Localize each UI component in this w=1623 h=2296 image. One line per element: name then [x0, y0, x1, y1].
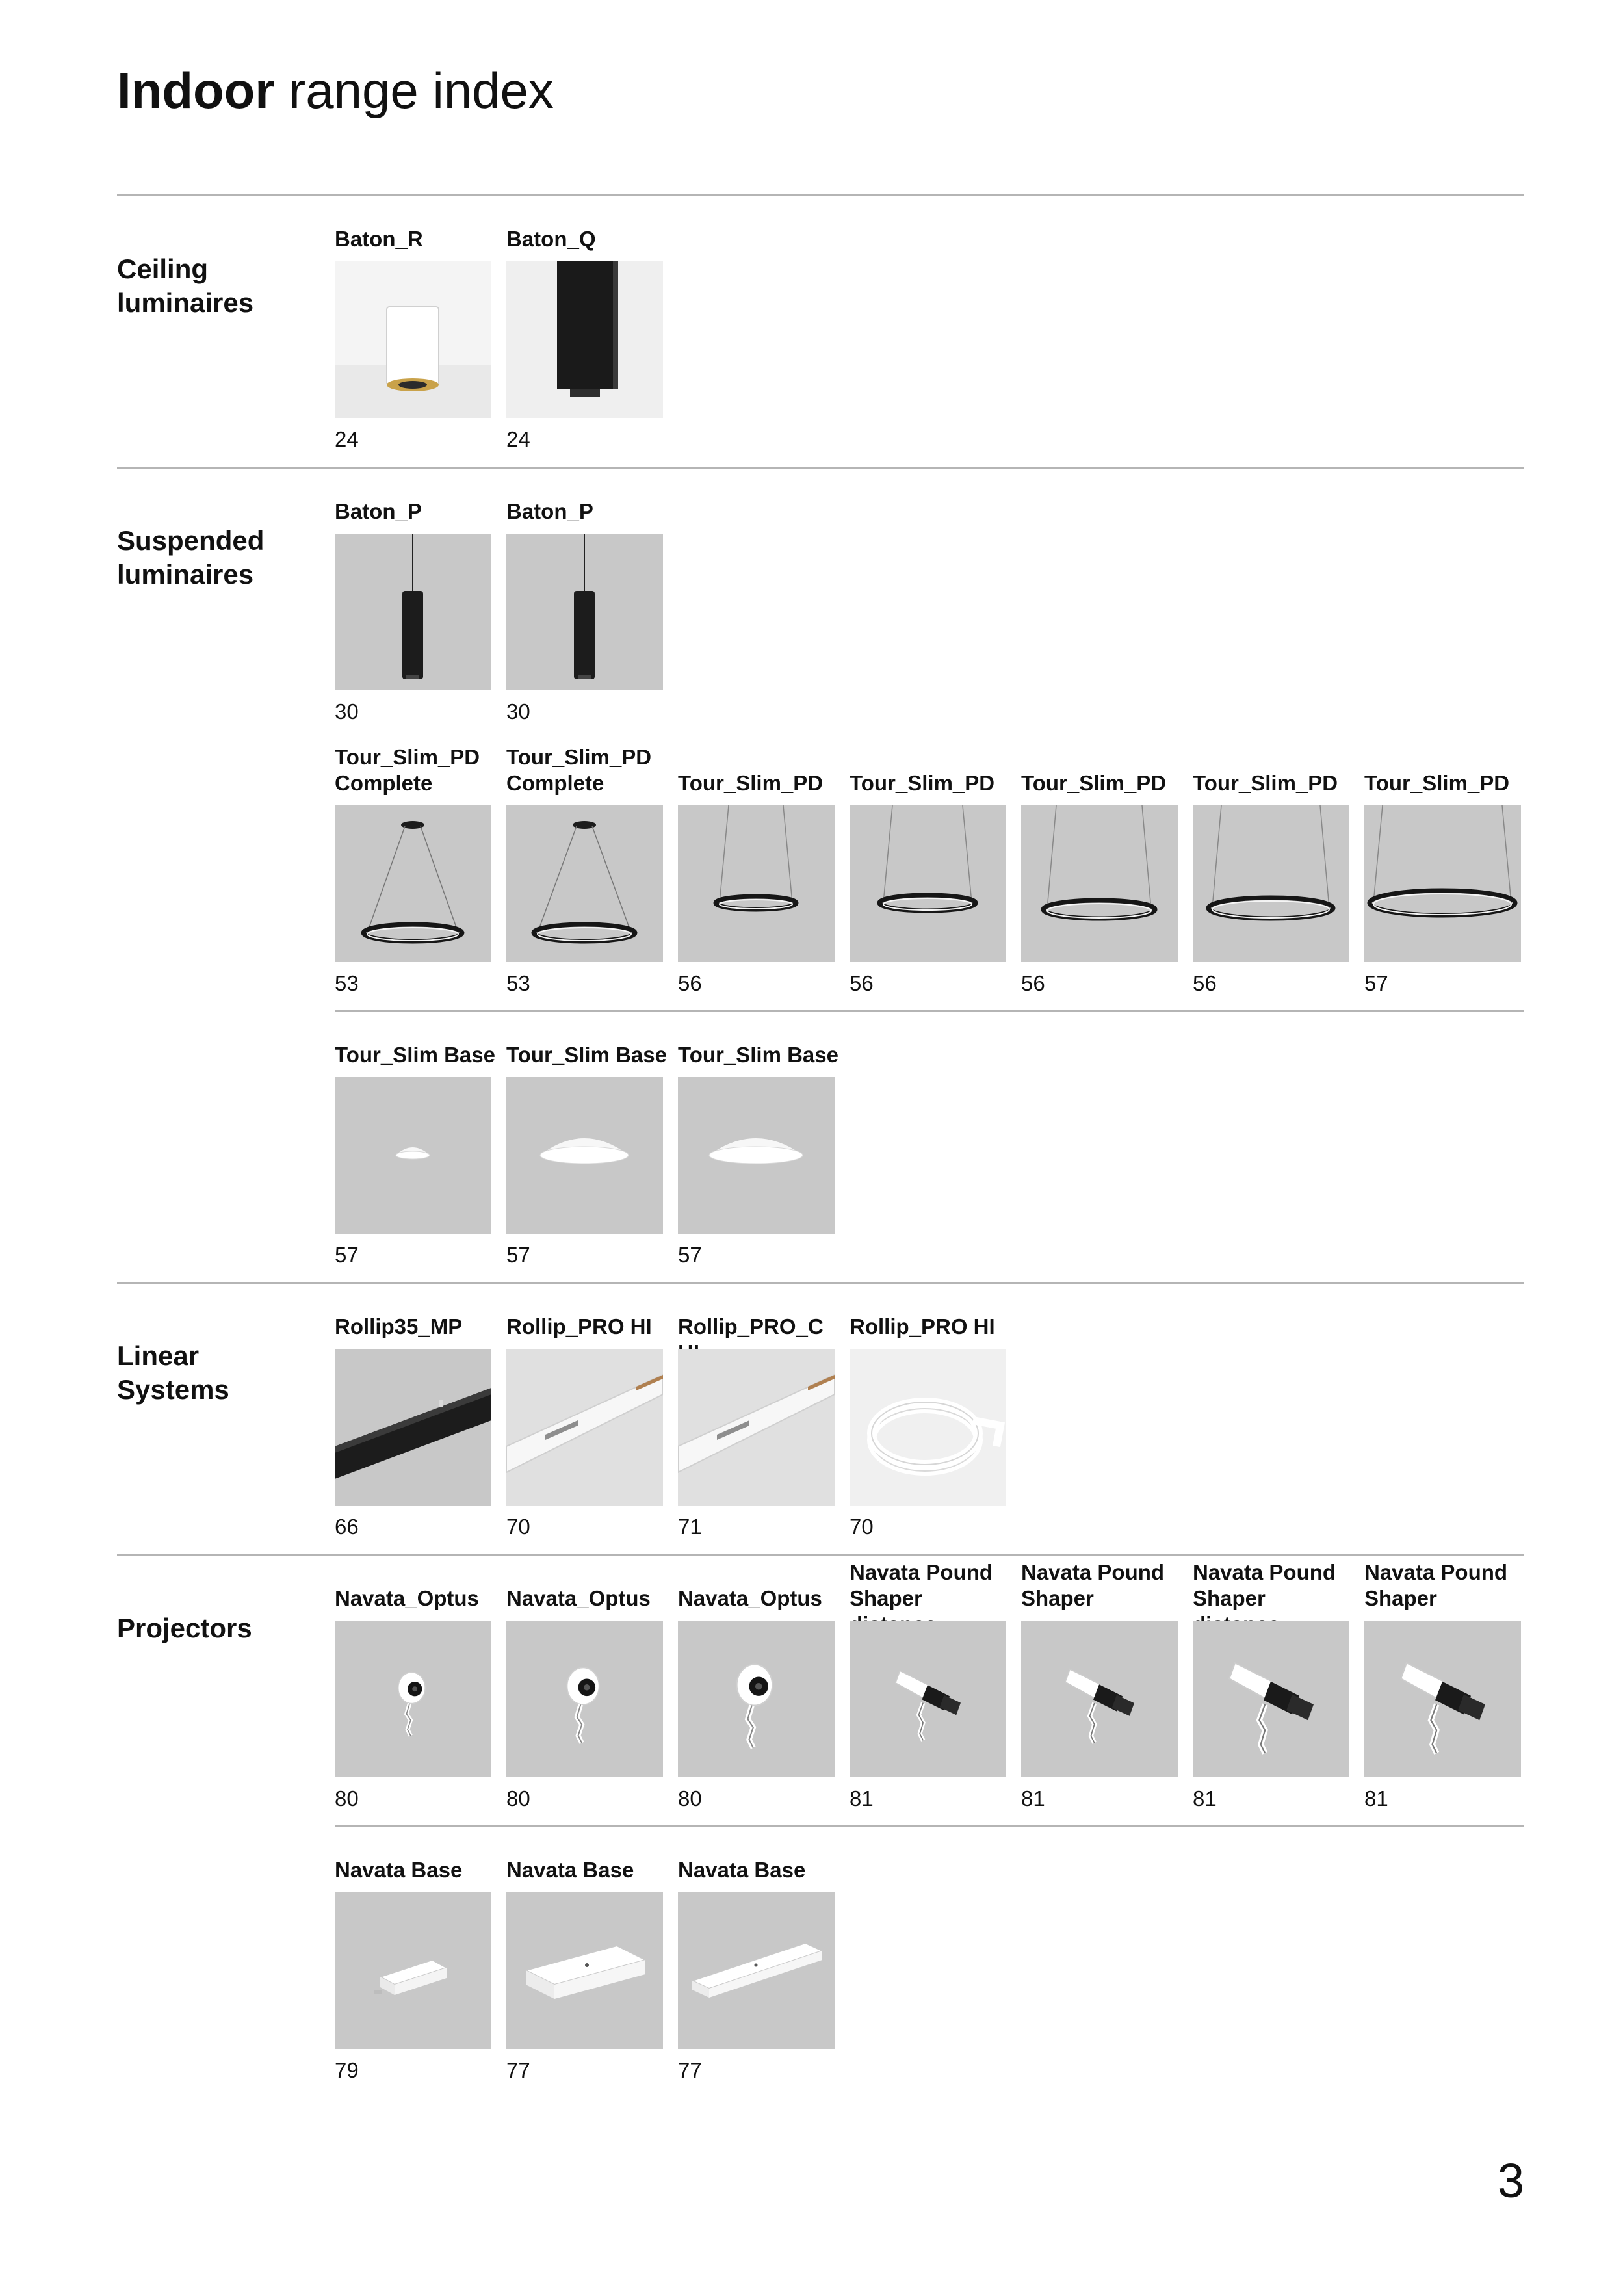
page-reference: 80: [506, 1786, 530, 1810]
ceiling-square-black-icon[interactable]: [506, 261, 663, 418]
product-name: Navata_Optus: [678, 1586, 822, 1610]
page-reference: 81: [1193, 1786, 1217, 1810]
page-reference: 77: [506, 2058, 530, 2082]
page-reference: 24: [506, 427, 530, 451]
recessed-profile-icon[interactable]: [506, 1349, 663, 1506]
ring-pendant-icon[interactable]: [506, 805, 663, 962]
page-reference: 77: [678, 2058, 702, 2082]
category-projectors: Projectors: [117, 1613, 252, 1643]
product-name: Rollip35_MP: [335, 1314, 463, 1338]
title-rest: range index: [274, 62, 554, 119]
product-name: Baton_P: [506, 499, 593, 523]
product-item[interactable]: [335, 1314, 492, 1561]
page-number: 3: [1497, 2154, 1524, 2208]
product-item[interactable]: [1021, 1560, 1178, 1833]
page-reference: 70: [506, 1515, 530, 1539]
shaper-projector-icon[interactable]: [1193, 1621, 1349, 1777]
product-name: Tour_Slim_PD: [1021, 771, 1167, 795]
product-name: Rollip_PRO_C: [678, 1314, 824, 1338]
product-item[interactable]: [1021, 770, 1178, 1017]
ring-pendant-icon[interactable]: [678, 805, 835, 962]
product-item[interactable]: [335, 1857, 492, 2104]
page-reference: 57: [1364, 971, 1388, 995]
product-name: Navata_Optus: [335, 1586, 479, 1610]
ring-pendant-icon[interactable]: [1364, 805, 1521, 962]
shaper-projector-icon[interactable]: [850, 1621, 1006, 1777]
product-item[interactable]: [1364, 1560, 1522, 1833]
product-name: Navata Pound Shaper: [1364, 1560, 1508, 1610]
product-name: Tour_Slim Base: [678, 1043, 838, 1067]
product-item[interactable]: [678, 1314, 835, 1561]
product-name: Navata Base: [506, 1858, 634, 1882]
divider: [117, 467, 1524, 469]
product-item[interactable]: [335, 499, 492, 746]
linear-profile-black-icon[interactable]: [335, 1349, 491, 1506]
product-item[interactable]: [1193, 770, 1350, 1017]
product-name: Navata Base: [335, 1858, 463, 1882]
driver-box-icon[interactable]: [678, 1892, 835, 2049]
product-name: Navata Base: [678, 1858, 806, 1882]
page-reference: 30: [506, 699, 530, 724]
page-reference: 81: [1021, 1786, 1045, 1810]
product-name: Tour_Slim_PD Complete: [335, 745, 480, 795]
product-item[interactable]: [506, 1042, 667, 1289]
ceiling-canopy-icon[interactable]: [335, 1077, 491, 1234]
page-reference: 79: [335, 2058, 359, 2082]
product-item[interactable]: [506, 226, 664, 473]
page-reference: 71: [678, 1515, 702, 1539]
product-name: Rollip_PRO HI: [850, 1314, 995, 1338]
page-reference: 81: [1364, 1786, 1388, 1810]
page-reference: 53: [506, 971, 530, 995]
divider: [117, 194, 1524, 196]
page-reference: 30: [335, 699, 359, 724]
page-reference: 56: [850, 971, 874, 995]
product-item[interactable]: [335, 1585, 492, 1833]
product-item[interactable]: [1193, 1560, 1350, 1833]
page-reference: 80: [335, 1786, 359, 1810]
product-item[interactable]: [506, 1314, 664, 1561]
product-name: Baton_P: [335, 499, 422, 523]
product-item[interactable]: [678, 770, 835, 1017]
ceiling-cylinder-white-icon[interactable]: [335, 261, 491, 418]
shaper-projector-icon[interactable]: [1021, 1621, 1178, 1777]
page-reference: 24: [335, 427, 359, 451]
product-name: Baton_Q: [506, 227, 596, 251]
product-item[interactable]: [850, 1314, 1007, 1561]
product-item[interactable]: [335, 226, 492, 473]
ring-pendant-icon[interactable]: [335, 805, 491, 962]
product-name: Tour_Slim_PD: [850, 771, 995, 795]
ring-pendant-icon[interactable]: [1021, 805, 1178, 962]
track-spotlight-icon[interactable]: [678, 1621, 835, 1777]
page-reference: 57: [678, 1243, 702, 1267]
product-item[interactable]: [506, 745, 664, 1017]
product-item[interactable]: [850, 770, 1007, 1017]
shaper-projector-icon[interactable]: [1364, 1621, 1521, 1777]
recessed-profile-icon[interactable]: [678, 1349, 835, 1506]
product-item[interactable]: [335, 1042, 495, 1289]
product-name: Baton_R: [335, 227, 423, 251]
product-name: Tour_Slim Base: [335, 1043, 495, 1067]
product-item[interactable]: [678, 1857, 835, 2104]
page-reference: 56: [678, 971, 702, 995]
driver-box-icon[interactable]: [506, 1892, 663, 2049]
track-spotlight-icon[interactable]: [506, 1621, 663, 1777]
page-title: [117, 62, 554, 119]
page-reference: 57: [335, 1243, 359, 1267]
product-name: Rollip_PRO HI: [506, 1314, 652, 1338]
product-name: Navata Pound Shaper: [1021, 1560, 1165, 1610]
product-name: Tour_Slim_PD: [1193, 771, 1338, 795]
category-ceiling-luminaires: Ceiling luminaires: [117, 254, 254, 318]
category-linear-systems: Linear Systems: [117, 1340, 229, 1405]
ring-pendant-icon[interactable]: [1193, 805, 1349, 962]
product-item[interactable]: [678, 1042, 838, 1289]
product-name: Tour_Slim Base: [506, 1043, 667, 1067]
product-item[interactable]: [506, 499, 664, 746]
product-item[interactable]: [1364, 770, 1522, 1017]
track-spotlight-icon[interactable]: [335, 1621, 491, 1777]
product-name: Tour_Slim_PD: [678, 771, 824, 795]
product-item[interactable]: [335, 745, 492, 1017]
title-bold: Indoor: [117, 62, 275, 119]
page-reference: 56: [1193, 971, 1217, 995]
page-reference: 66: [335, 1515, 359, 1539]
product-name: Tour_Slim_PD Complete: [506, 745, 652, 795]
page-reference: 57: [506, 1243, 530, 1267]
product-name: Tour_Slim_PD: [1364, 771, 1510, 795]
product-item[interactable]: [678, 1585, 835, 1833]
page-reference: 81: [850, 1786, 874, 1810]
category-suspended-luminaires: Suspended luminaires: [117, 525, 265, 590]
page-reference: 56: [1021, 971, 1045, 995]
driver-box-icon[interactable]: [335, 1892, 491, 2049]
product-name: Navata Pound Shaper: [1193, 1560, 1336, 1610]
page-reference: 70: [850, 1515, 874, 1539]
product-item[interactable]: [506, 1585, 664, 1833]
page-reference: 53: [335, 971, 359, 995]
product-name: Navata_Optus: [506, 1586, 651, 1610]
product-item[interactable]: [850, 1560, 1007, 1833]
pendant-cylinder-icon[interactable]: [335, 534, 491, 690]
ring-pendant-icon[interactable]: [850, 805, 1006, 962]
led-strip-coil-icon[interactable]: [850, 1349, 1006, 1506]
page-reference: 80: [678, 1786, 702, 1810]
product-name: Navata Pound Shaper: [850, 1560, 993, 1610]
pendant-cylinder-icon[interactable]: [506, 534, 663, 690]
ceiling-canopy-icon[interactable]: [506, 1077, 663, 1234]
product-item[interactable]: [506, 1857, 664, 2104]
ceiling-canopy-icon[interactable]: [678, 1077, 835, 1234]
